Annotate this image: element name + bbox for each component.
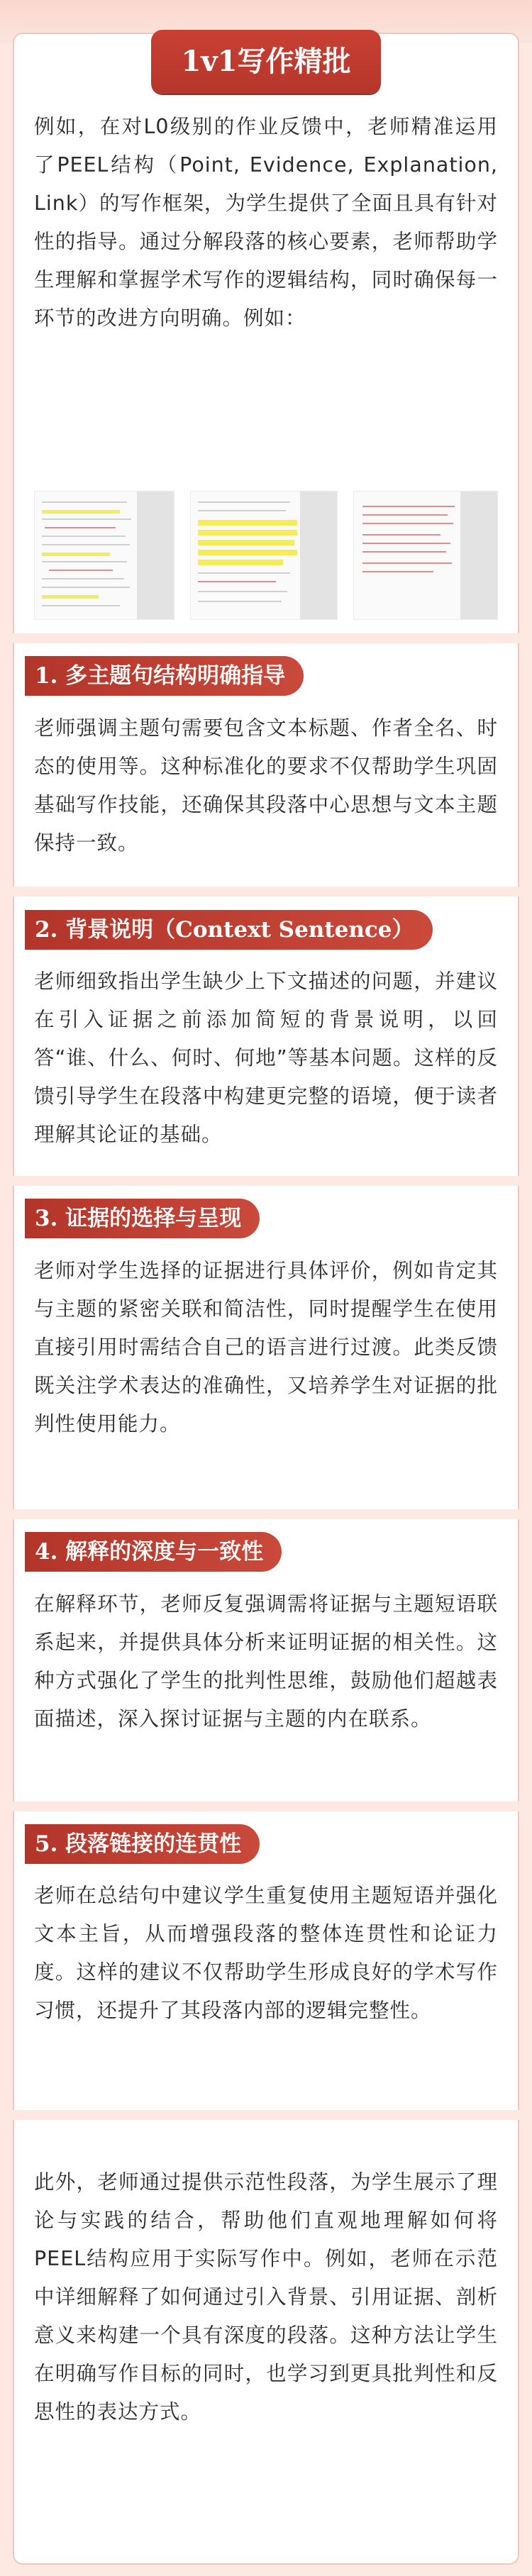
- section-body-4: 在解释环节，老师反复强调需将证据与主题短语联系起来，并提供具体分析来证明证据的相关性。这种方式强化了学生的批判性思维，鼓励他们超越表面描述，深入探讨证据与主题的内在联系。: [34, 1592, 498, 1731]
- feedback-thumbnail-2[interactable]: [190, 491, 338, 620]
- section-divider: [13, 633, 519, 643]
- section-body-3: 老师对学生选择的证据进行具体评价，例如肯定其与主题的紧密关联和简洁性，同时提醒学生在使用直接引用时需结合自己的语言进行过渡。此类反馈既关注学术表达的准确性，又培养学生对证据的批判性使用能力。: [34, 1259, 498, 1436]
- section-heading-3: 3. 证据的选择与呈现: [25, 1199, 260, 1238]
- section-divider: [13, 2110, 519, 2120]
- section-body-1: 老师强调主题句需要包含文本标题、作者全名、时态的使用等。这种标准化的要求不仅帮助学生巩固基础写作技能，还确保其段落中心思想与文本主题保持一致。: [34, 716, 498, 855]
- closing-paragraph: 此外，老师通过提供示范性段落，为学生展示了理论与实践的结合，帮助他们直观地理解如何将PEEL结构应用于实际写作中。例如，老师在示范中详细解释了如何通过引入背景、引用证据、剖析意义来构建一个具有深度的段落。这种方法让学生在明确写作目标的同时，也学习到更具批判性和反思性的表达方式。: [34, 2170, 498, 2424]
- section-divider: [13, 1801, 519, 1811]
- section-heading-4: 4. 解释的深度与一致性: [25, 1532, 282, 1572]
- section-divider: [13, 1509, 519, 1519]
- section-divider: [13, 1176, 519, 1186]
- section-body-2: 老师细致指出学生缺少上下文描述的问题，并建议在引入证据之前添加简短的背景说明，以回答“谁、什么、何时、何地”等基本问题。这样的反馈引导学生在段落中构建更完整的语境，便于读者理解其论证的基础。: [34, 970, 498, 1146]
- section-body-5: 老师在总结句中建议学生重复使用主题短语并强化文本主旨，从而增强段落的整体连贯性和论证力度。这样的建议不仅帮助学生形成良好的学术写作习惯，还提升了其段落内部的逻辑完整性。: [34, 1884, 498, 2022]
- intro-paragraph: 例如，在对L0级别的作业反馈中，老师精准运用了PEEL结构（Point, Evidence, Explanation, Link）的写作框架，为学生提供了全面且具有针对性的指导。通过分解段落的核心要素，老师帮助学生理解和掌握学术写作的逻辑结构，同时确保每一环节的改进方向明确。例如：: [34, 115, 498, 330]
- section-heading-5: 5. 段落链接的连贯性: [25, 1824, 260, 1864]
- section-heading-2: 2. 背景说明（Context Sentence）: [25, 910, 433, 950]
- feedback-thumbnail-1[interactable]: [34, 491, 174, 620]
- feedback-thumbnail-3[interactable]: [353, 491, 498, 620]
- example-thumbnails: [34, 491, 498, 620]
- page-title: 1v1写作精批: [151, 30, 381, 94]
- section-divider: [13, 887, 519, 896]
- section-heading-1: 1. 多主题句结构明确指导: [25, 656, 304, 696]
